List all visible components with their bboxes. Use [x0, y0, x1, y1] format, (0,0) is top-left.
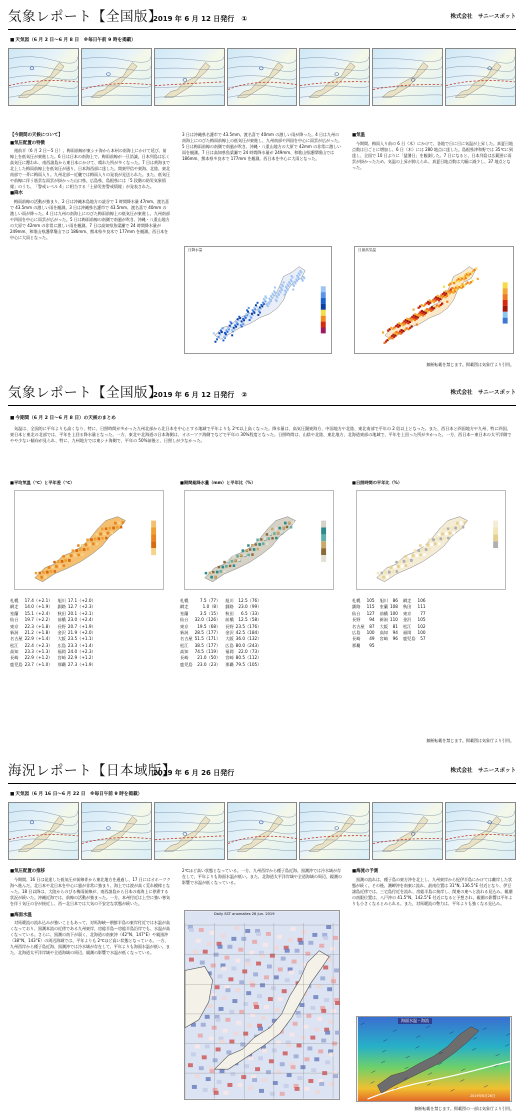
value-cell: 1.0（8）	[202, 604, 221, 610]
station-cell: 鹿児島	[180, 661, 193, 667]
value-cell: 20.7（+1.9）	[67, 623, 96, 629]
footer-note: 無断転載を禁じます。掲載図の一部は気象庁より引用。	[414, 1106, 514, 1111]
current-map-date: 2019年6月26日	[470, 1094, 496, 1098]
page-title: 気象レポート【全国版】	[8, 385, 162, 401]
station-cell: 大阪	[379, 623, 388, 629]
page-header	[8, 382, 516, 406]
value-cell: 22.4（+2.3）	[24, 642, 53, 648]
weather-map-day-7	[445, 48, 516, 106]
value-cell: 21.2（+1.8）	[24, 629, 53, 635]
station-cell: 長崎	[10, 655, 19, 661]
station-cell: 名古屋	[352, 623, 365, 629]
station-cell: 那覇	[225, 661, 234, 667]
station-cell: 那覇	[352, 642, 361, 648]
report-page-2	[0, 376, 524, 754]
table-row	[352, 643, 431, 649]
value-cell: 27.3（+1.9）	[67, 661, 96, 667]
report-page-1	[0, 0, 524, 376]
station-cell: 福岡	[57, 649, 66, 654]
weather-map-day-4	[227, 802, 298, 860]
pressure-text: 今期間、16 日は発達した低気圧が前線伴から東北地方を通過し、17 日にはオホーツク海へ進んだ。北日本や北日本を中心に風が非常に強まり、海上では波が高く荒れ模様となった。18 日以降は、大陸からのびる梅雨前線が、南西諸島から日本の南海上に停滞する状況が続いた。沖縄近海では、前線の活動が強まった。一方、本州付近は上空に強い寒気を伴う気圧の谷が接近し、西〜北日本では大気の不安定な状態が続いた。	[10, 876, 171, 906]
sst-text-cont: 2℃ほど高い状態となっている。一方、九州西岸から種子島近海、黒潮沖では冷水域が存在して、平年よりも海面水温が低い。また、北海道太平洋岸域や全道海域の周辺、親潮の影響で水温が低くなっている。	[182, 868, 342, 885]
value-cell: 12.5（58）	[238, 617, 262, 623]
value-cell: 102	[417, 623, 426, 629]
daily-rain-map	[184, 246, 332, 354]
station-cell: 松江	[402, 623, 412, 629]
column-right	[352, 132, 514, 242]
rain-map-title: 日降水量	[188, 248, 203, 252]
rain-heading: ■降水	[10, 191, 23, 197]
issue-date: 2019 年 6 月 12 日発行 ①	[153, 15, 248, 23]
station-cell: 広島	[352, 629, 361, 635]
station-cell	[380, 643, 390, 649]
station-cell: 大阪	[225, 636, 234, 642]
station-cell: 那覇	[57, 661, 66, 667]
value-cell: 17.4（+2.1）	[24, 598, 53, 603]
station-cell: 高知	[180, 649, 189, 654]
pressure-text: 週前半（6 月 2 日～5 日）、梅雨前線が東シナ海から本州の南海上にかけて延び、前線上を低気圧が東進した。6 日は日本の南海上で、梅雨前線が一旦消滅、日本列島は広く高気圧に覆われ、南西諸島から東日本にかけて、晴れた所が多くなった。7 日は黄海まで北上した梅雨前線上を低気圧が通り、日本海西部に達した。関東甲信や東海、北陸、東北南部で一斉に梅雨入り。九州北部～近畿では梅雨入りの発表が見送られた。また、低気圧や前線に伴う筋雲な雨雲が掛かった山口県、広島県、島根県には「5 段階の防災気象情報」のうち、「警戒レベル 4」に相当する「土砂災害警戒情報」が発表された。	[10, 148, 170, 190]
value-cell: 49	[369, 636, 375, 642]
station-cell: 名古屋	[10, 636, 23, 642]
value-cell: 80.0（243）	[235, 642, 262, 648]
value-cell: 87	[369, 623, 375, 629]
value-cell: 94	[369, 617, 375, 623]
value-cell: 100	[366, 629, 375, 635]
value-cell: 111	[417, 604, 426, 610]
weather-map-day-7	[445, 802, 516, 860]
value-cell: 22.9（+1.4）	[24, 636, 53, 642]
station-cell: 長崎	[180, 655, 189, 661]
station-cell: 鹿児島	[402, 636, 416, 642]
station-cell: 長野	[352, 617, 361, 623]
station-cell: 釧路	[57, 604, 66, 610]
weather-map-day-2	[81, 802, 152, 860]
value-cell: 23.0（99）	[238, 604, 262, 610]
table-row	[180, 662, 266, 668]
footer-note: 無断転載を禁じます。掲載図は気象庁より引用。	[426, 362, 514, 367]
value-cell: 12.5（76）	[238, 598, 262, 603]
value-cell: 22.9（+1.2）	[67, 655, 96, 661]
weather-map-day-6	[372, 48, 443, 106]
station-cell: 大阪	[57, 636, 66, 642]
page-title: 海況レポート【日本域版】	[8, 763, 176, 779]
current-text: 黒潮の流れは、種子島の東方沖を北上し、九州東岸から紀伊半島にかけては離岸した状態が続く。その後、潮岬沖を南東に流れ、最南位置は 31°N, 136.5°E 付近となり、伊豆諸島近傍では、三宅島付近を流れ、房総半島に接岸し、関東の東へと流れる見込み。親潮の南限位置は、八戸沖の 41.5°N、142.5°E 付近になると予想され、親潮の影響は平年よりも小さくなるとみられる。また、対馬暖流の勢力は、平年よりも強くなる見込み。	[352, 876, 513, 906]
station-cell: 前橋	[225, 617, 234, 623]
station-cell: 福岡	[402, 629, 412, 635]
weather-map-day-4	[227, 48, 298, 106]
station-cell: 仙台	[352, 610, 361, 616]
station-cell: 福岡	[225, 649, 234, 654]
value-cell: 95	[369, 642, 375, 648]
max-temp-map	[354, 246, 514, 354]
value-cell: 14.0（+1.9）	[24, 604, 53, 610]
value-cell: 77	[420, 610, 426, 616]
station-cell: 釧路	[352, 604, 361, 610]
column-right	[352, 868, 514, 1008]
station-cell: 室蘭	[180, 610, 189, 616]
value-cell: 79.5（105）	[235, 661, 262, 667]
value-cell: 94	[392, 629, 398, 635]
station-cell: 宮崎	[57, 655, 66, 661]
station-cell: 長野	[57, 623, 66, 629]
station-cell: 前橋	[57, 617, 66, 623]
value-cell: 19.7（+2.2）	[24, 617, 53, 623]
value-cell: 19.5（68）	[197, 623, 221, 629]
section-weather-map: ■ 天気図（6 月 16 日～6 月 22 日 ※毎日午前 9 時を掲載）	[10, 792, 142, 799]
issue-date: 2019 年 6 月 26 日発行	[153, 769, 235, 777]
station-cell: 旭川	[379, 598, 388, 603]
station-cell: 室蘭	[379, 604, 388, 610]
station-cell: 室蘭	[10, 610, 19, 616]
station-cell: 釧路	[225, 604, 234, 610]
station-cell: 新潟	[180, 629, 189, 635]
temp-table-title: ■ 平均気温（℃）と平年差（℃）	[10, 480, 74, 486]
temp-text: 今期間、梅雨入り前の 6 日（木）にかけて、各地で日に日に気温が上昇した。真夏日地点数は日ごとに増加し、6 日（木）には 280 地点に達した。島根県津和野では 35℃に到達し、全国で 10 日ぶりに「猛暑日」を観測した。7 日になると、日本列島は広範囲に雨雲が掛かったため、気温の上昇が抑えられ、真夏日地点数は大幅に減少し、37 地点となった。	[352, 140, 514, 170]
station-cell: 札幌	[10, 598, 19, 603]
column-left	[10, 132, 170, 367]
temp-heading: ■気温	[352, 133, 365, 138]
value-cell: 17.1（+2.0）	[67, 598, 96, 603]
station-cell: 長崎	[352, 636, 361, 642]
station-cell: 金沢	[225, 629, 234, 635]
value-cell: 32.0（126）	[194, 617, 221, 623]
sun-table-title: ■ 日照時間の平年比（%）	[352, 480, 402, 486]
page-header	[8, 6, 516, 30]
ocean-current-map	[356, 1016, 512, 1102]
value-cell: 23.5（+1.1）	[67, 636, 96, 642]
avg-temp-map	[14, 490, 164, 590]
value-cell: 20.1（+2.1）	[67, 610, 96, 616]
value-cell	[390, 643, 403, 649]
current-map-title: 海面水温・海流	[398, 1018, 432, 1024]
station-cell: 鹿児島	[10, 661, 23, 667]
station-cell: 東京	[10, 623, 19, 629]
station-cell: 秋田	[402, 604, 412, 610]
station-cell: 金沢	[57, 629, 66, 635]
value-cell: 21.0（50）	[197, 655, 221, 661]
rain-text-start: 梅雨前線の活動が強まり、2 日は沖縄本島地方の読谷で 1 時間降水量 47mm、渡名喜で 43.5mm の激しい雨を観測。3 日は沖縄県名護市で 43.5mm、渡名喜で 40mm の激しい雨が降った。4 日は九州の南海上にのびた梅雨前線上の低気圧が東進し、九州南部や四国を中心に雨雲が広がった。5 日は梅雨前線の南側で南風が吹き、沖縄・八重山地方の大原で 42mm の非常に激しい雨を観測。7 日は高知県魚梁瀬で 24 時間降水量が 249mm、和歌山県護摩壇山では 186mm、熊本県多良木で 177mm を観測。西日本を中心に大雨となった。	[10, 198, 170, 240]
station-cell: 秋田	[225, 610, 234, 616]
station-cell: 札幌	[180, 598, 189, 603]
value-cell: 22.0（73）	[238, 649, 262, 654]
station-cell: 広島	[225, 642, 234, 648]
value-cell: 24.0（+2.3）	[67, 649, 96, 654]
sst-text: 対馬暖流の流れ込みが強いこともあって、対馬海峡～朝鮮半島の東岸付近では水温が高くなっており、黒潮本流の近傍である九州東岸、房総半島～房総半島沿岸でも、水温が高くなっている。さらに、黒潮の南下が弱く、北海道の南東沖（42°N、147°E）や親黒沖（38°N、143°E）の周辺海域では、平年よりも 2℃ほど高い状態となっている。一方、九州西岸から種子島近海、黒潮沖では冷水域が存在して、平年よりも海面水温が低い。また、北海道太平洋岸域や全道海域の周辺、親潮の影響で水温が低くなっている。	[10, 920, 170, 956]
company-name: 株式会社 サニースポット	[450, 768, 516, 774]
pressure-heading: ■気圧配置の推移	[10, 869, 45, 874]
value-cell: 23.7（+1.0）	[24, 661, 53, 667]
station-cell: 仙台	[10, 617, 19, 623]
station-cell: 旭川	[57, 598, 66, 603]
column-middle-text	[182, 868, 342, 904]
station-cell: 網走	[180, 604, 189, 610]
station-cell	[403, 643, 418, 649]
value-cell: 36.0（132）	[235, 636, 262, 642]
footer-note: 無断転載を禁じます。掲載図は気象庁より引用。	[426, 738, 514, 743]
station-cell: 網走	[10, 604, 19, 610]
value-cell: 23.0（+2.4）	[67, 617, 96, 623]
value-cell: 38.5（177）	[194, 642, 221, 648]
temp-map-title: 日最高気温	[358, 248, 376, 252]
value-cell: 3.5（15）	[199, 610, 221, 616]
value-cell: 110	[389, 617, 398, 623]
value-cell: 51.5（171）	[194, 636, 221, 642]
station-cell: 宮崎	[379, 636, 388, 642]
station-cell: 新潟	[10, 629, 19, 635]
weather-map-day-1	[8, 802, 79, 860]
section-summary: ■ 今期間（6 月 2 日～6 月 8 日）の天候のまとめ	[10, 416, 116, 423]
value-cell: 81	[392, 623, 398, 629]
station-cell: 秋田	[57, 610, 66, 616]
value-cell: 21.9（+2.0）	[67, 629, 96, 635]
issue-date: 2019 年 6 月 12 日発行 ②	[153, 391, 248, 399]
station-cell: 広島	[57, 642, 66, 648]
total-rain-map	[184, 490, 334, 590]
station-cell: 高知	[379, 629, 388, 635]
value-cell: 12.7（+2.3）	[67, 604, 96, 610]
value-cell: 23.0（23）	[197, 661, 221, 667]
weather-map-strip	[8, 802, 516, 860]
value-cell: 115	[366, 604, 375, 610]
weather-map-day-5	[299, 802, 370, 860]
station-cell: 長野	[225, 623, 234, 629]
value-cell: 108	[389, 604, 398, 610]
station-cell: 宮崎	[225, 655, 234, 661]
station-cell: 前橋	[379, 610, 388, 616]
sunshine-map	[356, 490, 506, 590]
sst-map-title: Daily SST anomalies 26 Jun. 2019	[214, 912, 275, 916]
value-cell: 106	[417, 598, 426, 603]
value-cell: 28.5（177）	[194, 629, 221, 635]
value-cell: 127	[366, 610, 375, 616]
station-cell: 松江	[10, 642, 19, 648]
page-header	[8, 760, 516, 784]
weather-map-day-3	[154, 802, 225, 860]
value-cell: 15.1（+2.4）	[24, 610, 53, 616]
value-cell: 7.5（77）	[199, 598, 221, 603]
column-middle-text	[182, 132, 342, 192]
value-cell: 42.5（184）	[235, 629, 262, 635]
report-page-3	[0, 754, 524, 1119]
value-cell: 96	[392, 636, 398, 642]
weather-map-day-1	[8, 48, 79, 106]
station-cell: 網走	[402, 598, 412, 603]
summary-text	[10, 426, 514, 474]
station-cell: 東京	[402, 610, 412, 616]
station-cell: 東京	[180, 623, 189, 629]
value-cell: 6.5（33）	[241, 610, 262, 616]
rain-text-cont: 3 日は沖縄県名護市で 43.5mm、渡名喜で 40mm の激しい雨が降った。4 日は九州の南海上にのびた梅雨前線上の低気圧が東進し、九州南部や四国を中心に雨雲が広がった。5 日は梅雨前線の南側で南風が吹き、沖縄・八重山地方の大原で 42mm の非常に激しい雨を観測。7 日は高知県魚梁瀬で 24 時間降水量が 249mm、和歌山県護摩壇山では 186mm、熊本県多良木で 177mm を観測。西日本を中心に大雨となった。	[182, 132, 342, 161]
rain-table	[180, 598, 266, 668]
value-cell: 23.5（176）	[235, 623, 262, 629]
weather-map-day-2	[81, 48, 152, 106]
station-cell: 名古屋	[180, 636, 193, 642]
sst-anomaly-map	[184, 910, 340, 1100]
value-cell: 86	[392, 598, 398, 603]
weather-map-day-6	[372, 802, 443, 860]
company-name: 株式会社 サニースポット	[450, 390, 516, 396]
station-cell: 金沢	[402, 617, 412, 623]
value-cell: 100	[389, 610, 398, 616]
value-cell: 23.3（+1.3）	[24, 649, 53, 654]
station-cell: 旭川	[225, 598, 234, 603]
value-cell: 74.5（119）	[194, 649, 221, 654]
table-row	[10, 662, 101, 668]
summary-heading: 【今期間の天候について】	[10, 133, 63, 138]
station-cell: 札幌	[352, 598, 361, 603]
company-name: 株式会社 サニースポット	[450, 14, 516, 20]
sst-heading: ■海面水温	[10, 912, 32, 918]
value-cell: 105	[417, 617, 426, 623]
value-cell: 57	[420, 636, 426, 642]
pressure-heading: ■気圧配置の特徴	[10, 140, 45, 146]
value-cell: 80.5（112）	[235, 655, 262, 661]
sun-table	[352, 598, 431, 649]
station-cell: 松江	[180, 642, 189, 648]
weather-map-day-5	[299, 48, 370, 106]
value-cell: 100	[417, 629, 426, 635]
rain-table-title: ■ 期間総降水量（mm）と平年比（%）	[180, 480, 256, 486]
summary-paragraph: 気温は、全国的に平年よりも高くなり、特に、日照時間が多かった九州北部から北日本を中心とする地域で平年よりも 2℃以上高くなった。降水量は、高気圧圏東海方、中国地方や北陸、東北南部で平年の 2 倍以上となった。また、西日本と四国地方や九州、特に四国、東日本と東北の北部では、平年を上回る降水量となった。一方、東北や北海道の日本海側は、オホーツク海側でなどで平年の 30%程度となった。日照時間は、山陰や北陸、東北地方、北海道東部の地域で、平年を上回った所が多かった。一方、西日本～東日本の太平洋側でやや少ない傾向が見られ、特に、九州地方では東シナ海側で、平年の 50%前後と、日照しが少なかった。	[10, 426, 512, 444]
value-cell: 23.3（+1.4）	[67, 642, 96, 648]
station-cell: 仙台	[180, 617, 189, 623]
current-heading: ■海流の予測	[352, 869, 379, 874]
weather-map-day-3	[154, 48, 225, 106]
station-cell: 高知	[10, 649, 19, 654]
page-title: 気象レポート【全国版】	[8, 9, 162, 25]
value-cell	[418, 643, 431, 649]
value-cell: 22.9（+1.2）	[24, 655, 53, 661]
weather-map-strip	[8, 48, 516, 106]
value-cell: 105	[366, 598, 375, 603]
station-cell: 新潟	[379, 617, 388, 623]
column-left	[10, 868, 172, 1104]
section-weather-map: ■ 天気図（6 月 2 日～6 月 8 日 ※毎日午前 9 時を掲載）	[10, 38, 136, 45]
value-cell: 22.3（+1.8）	[24, 623, 53, 629]
temp-table	[10, 598, 101, 668]
